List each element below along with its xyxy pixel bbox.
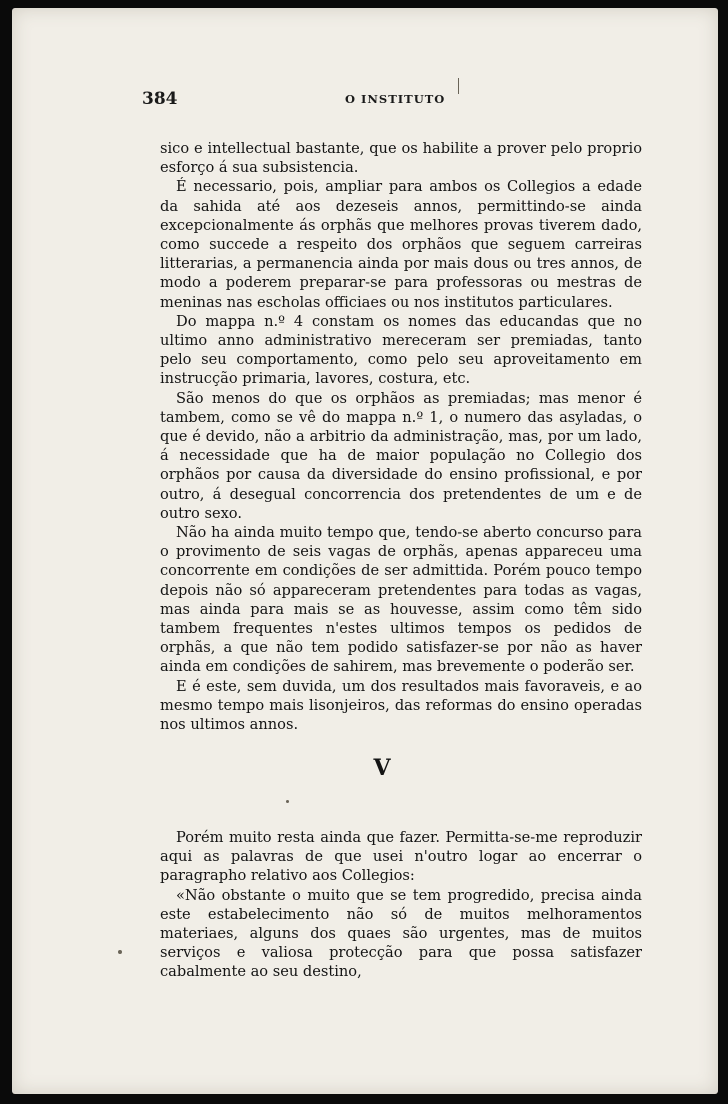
book-page <box>12 8 718 1094</box>
paragraph: «Não obstante o muito que se tem progredido, precisa ainda este estabelecimento não só de muitos melhoramentos materiaes, alguns dos quaes são urgentes, mas de muitos serviços e valiosa protecção para que possa satisfazer cabalmente ao seu destino, <box>160 886 642 981</box>
paper-speck <box>286 800 289 803</box>
page-number: 384 <box>142 89 178 109</box>
body-text <box>160 139 642 734</box>
paragraph: É necessario, pois, ampliar para ambos os Collegios a edade da sahida até aos dezeseis annos, permittindo-se ainda excepcionalmente ás orphãs que melhores provas tiverem dado, como succede a respeito dos orphãos que seguem carreiras litterarias, a permanencia ainda por mais dous ou tres annos, de modo a poderem preparar-se para professoras ou mestras de meninas nas escholas officiaes ou nos institutos particulares. <box>160 178 642 311</box>
paragraph: São menos do que os orphãos as premiadas; mas menor é tambem, como se vê do mappa n.º 1, o numero das asyladas, o que é devido, não a arbitrio da administração, mas, por um lado, á necessidade que ha de maior população no Collegio dos orphãos por causa da diversidade do ensino profissional, e por outro, á desegual concorrencia dos pretendentes de um e de outro sexo. <box>160 389 642 522</box>
paragraph: sico e intellectual bastante, que os habilite a prover pelo proprio esforço á sua subsistencia. <box>160 140 642 177</box>
paragraph: Não ha ainda muito tempo que, tendo-se aberto concurso para o provimento de seis vagas de orphãs, apenas appareceu uma concorrente em condições de ser admittida. Porém pouco tempo depois não só appareceram pretendentes para todas as vagas, mas ainda para mais se as houvesse, assim como têm sido tambem frequentes n'estes ultimos tempos os pedidos de orphãs, a que não tem podido satisfazer-se por não as haver ainda em condições de sahirem, mas brevemente o poderão ser. <box>160 524 642 676</box>
paragraph: Do mappa n.º 4 constam os nomes das educandas que no ultimo anno administrativo mereceram ser premiadas, tanto pelo seu comportamento, como pelo seu aproveitamento em instrucção primaria, lavores, costura, etc. <box>160 312 642 388</box>
running-title: O INSTITUTO <box>345 92 446 106</box>
paragraph: Porém muito resta ainda que fazer. Permitta-se-me reproduzir aqui as palavras de que usei n'outro logar ao encerrar o paragrapho relativo aos Collegios: <box>160 829 642 885</box>
section-heading: V <box>373 755 391 781</box>
section-body-text <box>160 828 642 982</box>
page-header <box>12 89 718 113</box>
paragraph: E é este, sem duvida, um dos resultados mais favoraveis, e ao mesmo tempo mais lisonjeiros, das reformas do ensino operadas nos ultimos annos. <box>160 677 642 734</box>
paper-speck <box>118 950 122 954</box>
paper-speck <box>458 78 459 94</box>
